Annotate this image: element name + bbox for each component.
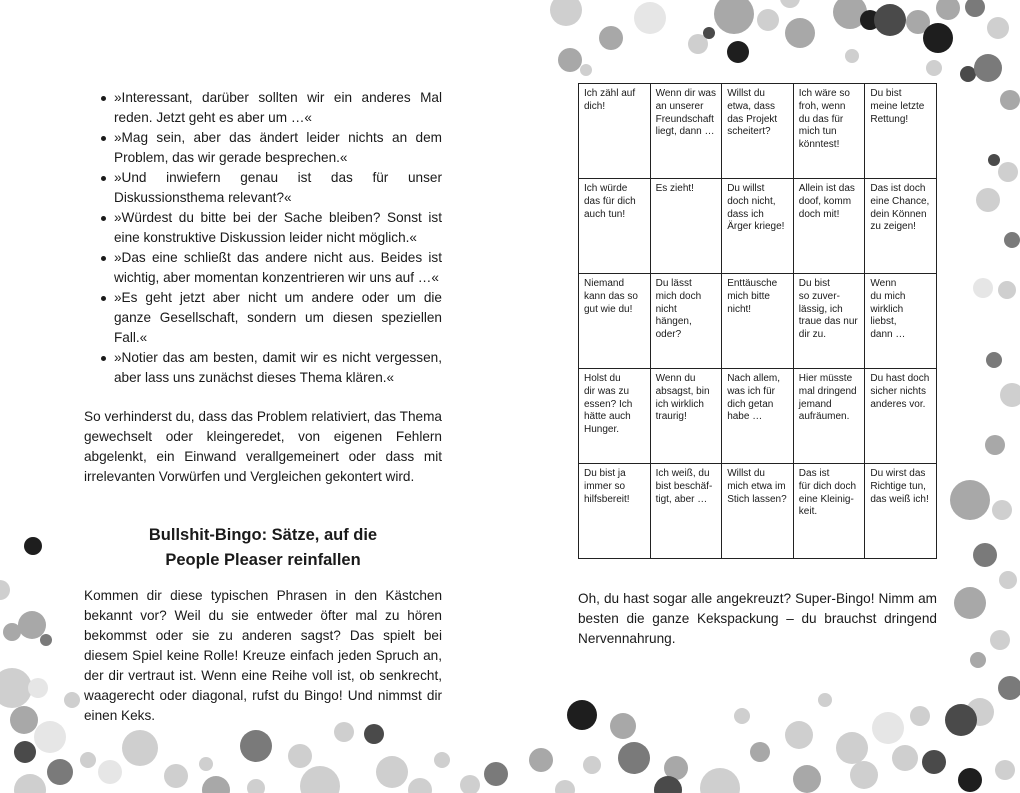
confetti-dot xyxy=(18,611,46,639)
confetti-dot xyxy=(567,700,597,730)
confetti-dot xyxy=(992,500,1012,520)
confetti-dot xyxy=(974,54,1002,82)
confetti-dot xyxy=(460,775,480,793)
bullet-icon xyxy=(101,356,106,361)
intro-paragraph: Kommen dir diese typischen Phrasen in den Kästchen bekannt vor? Weil du sie entweder öfter mal zu hören bekommst oder sie zu anderen sagst? Das spielt bei diesem Spiel keine Rolle! Kreuze einfach jeden Spruch an, der dir vertraut ist. Wenn eine Reihe voll ist, ob senkrecht, waagerecht oder diagonal, rufst du Bingo! Und nimmst dir einen Keks. xyxy=(84,588,442,723)
confetti-dot xyxy=(529,748,553,772)
summary-paragraph: So verhinderst du, dass das Problem relativiert, das Thema gewechselt oder kleingeredet, von eigenen Fehlern abgelenkt, ein Einwand verallgemeinert oder dass mit irrelevanten Vorwürfen und Vergleichen gekontert wird. xyxy=(84,409,442,484)
bingo-cell[interactable] xyxy=(793,179,865,274)
closing-paragraph: Oh, du hast sogar alle angekreuzt? Super-Bingo! Nimm am besten die ganze Kekspackung – du brauchst dringend Nervennahrung. xyxy=(578,591,937,646)
bingo-cell-text: Willst du etwa, dass das Projekt scheitert? xyxy=(727,88,778,138)
confetti-dot xyxy=(34,721,66,753)
confetti-dot xyxy=(199,757,213,771)
bingo-cell-text: Du willst doch nicht, dass ich Ärger kriege! xyxy=(727,183,785,233)
bingo-cell[interactable] xyxy=(793,464,865,559)
bullet-icon xyxy=(101,256,106,261)
bingo-cell[interactable] xyxy=(650,84,722,179)
confetti-dot xyxy=(750,742,770,762)
bingo-cell-text: Es zieht! xyxy=(655,183,694,194)
confetti-dot xyxy=(998,162,1018,182)
confetti-dot xyxy=(618,742,650,774)
confetti-dot xyxy=(995,760,1015,780)
confetti-dot xyxy=(985,435,1005,455)
bingo-cell-text: Du bist so zuver- lässig, ich traue das nur dir zu. xyxy=(798,278,858,341)
confetti-dot xyxy=(408,778,432,793)
left-page xyxy=(84,88,442,726)
confetti-dot xyxy=(122,730,158,766)
bingo-cell-text: Ich zähl auf dich! xyxy=(584,88,636,112)
confetti-dot xyxy=(987,17,1009,39)
confetti-dot xyxy=(926,60,942,76)
confetti-dot xyxy=(818,693,832,707)
confetti-dot xyxy=(0,668,32,708)
confetti-dot xyxy=(550,0,582,26)
confetti-dot xyxy=(40,634,52,646)
confetti-dot xyxy=(874,4,906,36)
confetti-dot xyxy=(555,780,575,793)
confetti-dot xyxy=(727,41,749,63)
confetti-dot xyxy=(892,745,918,771)
confetti-dot xyxy=(757,9,779,31)
list-item: »Interessant, darüber sollten wir ein anderes Mal reden. Jetzt geht es aber um …« xyxy=(84,88,442,128)
confetti-dot xyxy=(376,756,408,788)
confetti-dot xyxy=(202,776,230,793)
bingo-cell-text: Du hast doch sicher nichts anderes vor. xyxy=(870,373,930,410)
confetti-dot xyxy=(922,750,946,774)
bingo-cell-text: Nach allem, was ich für dich getan habe … xyxy=(727,373,780,423)
confetti-dot xyxy=(580,64,592,76)
bingo-cell[interactable] xyxy=(722,179,794,274)
confetti-dot xyxy=(700,768,740,793)
confetti-dot xyxy=(3,623,21,641)
confetti-dot xyxy=(164,764,188,788)
confetti-dot xyxy=(1000,383,1020,407)
confetti-dot xyxy=(583,756,601,774)
confetti-dot xyxy=(24,537,42,555)
confetti-dot xyxy=(950,480,990,520)
bingo-cell-text: Das ist doch eine Chance, dein Können zu zeigen! xyxy=(870,183,930,233)
right-page xyxy=(578,83,937,649)
bingo-cell[interactable] xyxy=(865,369,937,464)
bingo-cell-text: Hier müsste mal dringend jemand aufräumen. xyxy=(798,373,857,423)
bingo-row xyxy=(579,274,937,369)
confetti-dot xyxy=(999,571,1017,589)
confetti-dot xyxy=(1004,232,1020,248)
confetti-dot xyxy=(10,706,38,734)
confetti-dot xyxy=(14,774,46,793)
confetti-dot xyxy=(80,752,96,768)
bingo-cell-text: Holst du dir was zu essen? Ich hätte auch Hunger. xyxy=(584,373,633,436)
bingo-cell-text: Ich weiß, du bist beschäf- tigt, aber … xyxy=(655,468,713,505)
confetti-dot xyxy=(558,48,582,72)
confetti-dot xyxy=(785,18,815,48)
bingo-row xyxy=(579,179,937,274)
bingo-cell[interactable] xyxy=(793,274,865,369)
bingo-row xyxy=(579,369,937,464)
confetti-dot xyxy=(634,2,666,34)
bullet-icon xyxy=(101,96,106,101)
bingo-cell-text: Du lässt mich doch nicht hängen, oder? xyxy=(655,278,702,341)
confetti-dot xyxy=(793,765,821,793)
confetti-dot xyxy=(247,779,265,793)
confetti-dot xyxy=(0,580,10,600)
bingo-cell-text: Du bist ja immer so hilfsbereit! xyxy=(584,468,630,505)
confetti-dot xyxy=(300,766,340,793)
bingo-cell-text: Wenn dir was an unserer Freundschaft liegt, dann … xyxy=(655,88,716,138)
confetti-dot xyxy=(484,762,508,786)
confetti-dot xyxy=(240,730,272,762)
bingo-cell[interactable] xyxy=(793,369,865,464)
bingo-cell[interactable] xyxy=(579,179,651,274)
bingo-cell-text: Niemand kann das so gut wie du! xyxy=(584,278,638,315)
confetti-dot xyxy=(28,678,48,698)
bingo-cell[interactable] xyxy=(722,369,794,464)
confetti-dot xyxy=(973,543,997,567)
phrase-list xyxy=(84,88,442,388)
confetti-dot xyxy=(998,281,1016,299)
confetti-dot xyxy=(98,760,122,784)
bingo-cell[interactable] xyxy=(722,84,794,179)
confetti-dot xyxy=(703,27,715,39)
confetti-dot xyxy=(64,692,80,708)
bingo-cell-text: Ich wäre so froh, wenn du das für mich tun könntest! xyxy=(798,88,850,151)
confetti-dot xyxy=(872,712,904,744)
bingo-cell[interactable] xyxy=(793,84,865,179)
confetti-dot xyxy=(364,724,384,744)
confetti-dot xyxy=(599,26,623,50)
bullet-icon xyxy=(101,136,106,141)
confetti-dot xyxy=(714,0,754,34)
bullet-icon xyxy=(101,216,106,221)
bingo-cell[interactable] xyxy=(722,464,794,559)
bingo-cell[interactable] xyxy=(865,84,937,179)
bingo-cell[interactable] xyxy=(865,179,937,274)
confetti-dot xyxy=(988,154,1000,166)
confetti-dot xyxy=(936,0,960,20)
confetti-dot xyxy=(910,706,930,726)
confetti-dot xyxy=(850,761,878,789)
bingo-cell[interactable] xyxy=(579,274,651,369)
confetti-dot xyxy=(836,732,868,764)
confetti-dot xyxy=(998,676,1020,700)
confetti-dot xyxy=(986,352,1002,368)
heading-line-1: Bullshit-Bingo: Sätze, auf die xyxy=(148,526,378,544)
confetti-dot xyxy=(1000,90,1020,110)
confetti-dot xyxy=(954,587,986,619)
confetti-dot xyxy=(960,66,976,82)
bingo-row xyxy=(579,464,937,559)
heading-line-2: People Pleaser reinfallen xyxy=(165,551,361,569)
bingo-cell[interactable] xyxy=(722,274,794,369)
confetti-dot xyxy=(610,713,636,739)
list-item: »Das eine schließt das andere nicht aus. Beides ist wichtig, aber momentan konzentrieren wir uns auf …« xyxy=(84,248,442,288)
confetti-dot xyxy=(734,708,750,724)
confetti-dot xyxy=(288,744,312,768)
confetti-dot xyxy=(47,759,73,785)
bullet-icon xyxy=(101,176,106,181)
bingo-cell[interactable] xyxy=(650,369,722,464)
bingo-cell[interactable] xyxy=(650,274,722,369)
bingo-cell[interactable] xyxy=(650,179,722,274)
section-heading xyxy=(84,523,442,573)
bingo-cell[interactable] xyxy=(865,464,937,559)
list-item: »Und inwiefern genau ist das für unser Diskussionsthema relevant?« xyxy=(84,168,442,208)
bingo-cell-text: Wenn du mich wirklich liebst, dann … xyxy=(870,278,906,341)
bingo-cell-text: Du wirst das Richtige tun, das weiß ich! xyxy=(870,468,929,505)
list-item: »Würdest du bitte bei der Sache bleiben? Sonst ist eine konstruktive Diskussion leider nicht möglich.« xyxy=(84,208,442,248)
confetti-dot xyxy=(970,652,986,668)
confetti-dot xyxy=(945,704,977,736)
confetti-dot xyxy=(990,630,1010,650)
bingo-grid xyxy=(578,83,937,559)
bingo-cell-text: Das ist für dich doch eine Kleinig- keit. xyxy=(798,468,857,518)
bingo-cell-text: Du bist meine letzte Rettung! xyxy=(870,88,925,125)
list-item: »Es geht jetzt aber nicht um andere oder um die ganze Gesellschaft, sondern um diesen speziellen Fall.« xyxy=(84,288,442,348)
confetti-dot xyxy=(780,0,800,8)
list-item: »Mag sein, aber das ändert leider nichts an dem Problem, das wir gerade besprechen.« xyxy=(84,128,442,168)
confetti-dot xyxy=(965,0,985,17)
bullet-icon xyxy=(101,296,106,301)
confetti-dot xyxy=(958,768,982,792)
list-item: »Notier das am besten, damit wir es nicht vergessen, aber lass uns zunächst dieses Thema klären.« xyxy=(84,348,442,388)
bingo-cell[interactable] xyxy=(579,84,651,179)
bingo-cell-text: Enttäusche mich bitte nicht! xyxy=(727,278,778,315)
confetti-dot xyxy=(923,23,953,53)
confetti-dot xyxy=(785,721,813,749)
bingo-cell-text: Wenn du absagst, bin ich wirklich traurig! xyxy=(655,373,710,423)
confetti-dot xyxy=(976,188,1000,212)
confetti-dot xyxy=(845,49,859,63)
bingo-cell[interactable] xyxy=(579,369,651,464)
confetti-dot xyxy=(434,752,450,768)
bingo-cell[interactable] xyxy=(865,274,937,369)
bingo-cell[interactable] xyxy=(579,464,651,559)
confetti-dot xyxy=(973,278,993,298)
confetti-dot xyxy=(14,741,36,763)
bingo-cell-text: Allein ist das doof, komm doch mit! xyxy=(798,183,855,220)
bingo-cell-text: Willst du mich etwa im Stich lassen? xyxy=(727,468,787,505)
bingo-row xyxy=(579,84,937,179)
bingo-cell-text: Ich würde das für dich auch tun! xyxy=(584,183,636,220)
bingo-cell[interactable] xyxy=(650,464,722,559)
